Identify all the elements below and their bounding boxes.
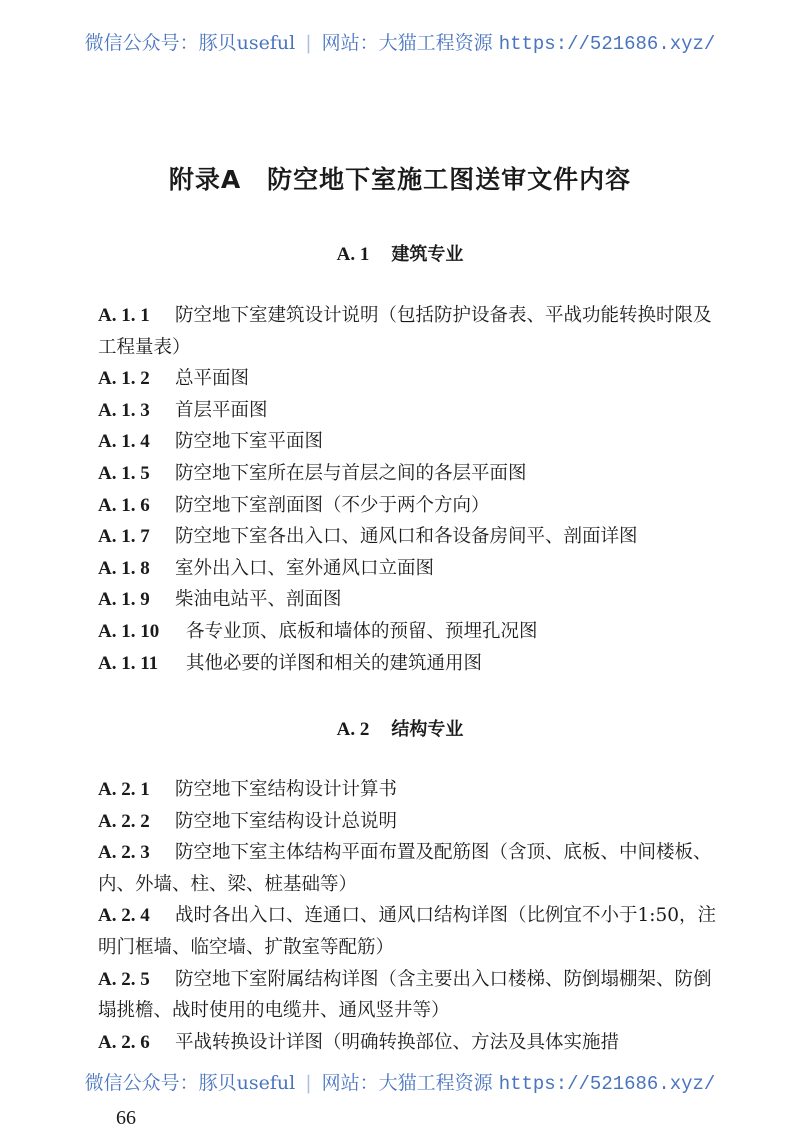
item-text: 防空地下室附属结构详图（含主要出入口楼梯、防倒塌棚架、防倒塌挑檐、战时使用的电缆井、通风竖井等）	[98, 968, 712, 1022]
item-code: A. 1. 2	[98, 368, 150, 390]
list-item	[98, 395, 718, 427]
watermark-bottom	[0, 1068, 800, 1095]
item-code: A. 1. 7	[98, 526, 150, 548]
item-code: A. 2. 2	[98, 810, 150, 832]
item-code: A. 2. 3	[98, 842, 150, 864]
item-text: 各专业顶、底板和墙体的预留、预埋孔况图	[186, 620, 538, 642]
section-list-architecture	[98, 300, 718, 679]
item-text: 防空地下室剖面图（不少于两个方向）	[175, 494, 490, 516]
item-code: A. 1. 1	[98, 305, 150, 326]
item-code: A. 1. 5	[98, 462, 150, 484]
item-code: A. 1. 3	[98, 399, 150, 421]
item-code: A. 2. 1	[98, 779, 150, 800]
section-heading	[0, 715, 800, 741]
section-heading	[0, 240, 800, 266]
section-list-structure	[98, 774, 718, 1058]
list-item	[98, 964, 718, 1027]
list-item	[98, 616, 718, 648]
list-item	[98, 553, 718, 585]
item-text: 防空地下室主体结构平面布置及配筋图（含顶、底板、中间楼板、内、外墙、柱、梁、桩基础等）	[98, 842, 712, 895]
item-text: 其他必要的详图和相关的建筑通用图	[186, 652, 483, 674]
watermark-separator: |	[305, 1072, 312, 1094]
list-item	[98, 806, 718, 838]
watermark-url: https://521686.xyz/	[498, 33, 716, 55]
list-item	[98, 363, 718, 395]
item-code: A. 1. 9	[98, 589, 150, 611]
list-item	[98, 774, 718, 806]
page-number: 66	[116, 1107, 136, 1129]
section-name: 结构专业	[391, 719, 464, 740]
section-number: A. 2	[336, 719, 370, 740]
item-text: 防空地下室所在层与首层之间的各层平面图	[175, 462, 527, 484]
watermark-url: https://521686.xyz/	[498, 1073, 716, 1095]
list-item	[98, 300, 718, 363]
watermark-top	[0, 28, 800, 55]
section-name: 建筑专业	[391, 244, 464, 265]
watermark-site: 网站：大猫工程资源	[321, 1072, 493, 1094]
item-text: 防空地下室结构设计总说明	[175, 810, 398, 832]
list-item	[98, 1027, 718, 1059]
list-item	[98, 521, 718, 553]
watermark-site: 网站：大猫工程资源	[321, 32, 493, 54]
item-text: 平战转换设计详图（明确转换部位、方法及具体实施措	[175, 1031, 620, 1053]
item-text: 防空地下室平面图	[175, 431, 324, 453]
list-item	[98, 837, 718, 900]
item-code: A. 1. 11	[98, 652, 159, 674]
item-text: 防空地下室结构设计计算书	[175, 779, 398, 800]
list-item	[98, 900, 718, 963]
section-number: A. 1	[336, 244, 370, 265]
item-text: 室外出入口、室外通风口立面图	[175, 557, 435, 579]
list-item	[98, 648, 718, 680]
item-code: A. 1. 8	[98, 557, 150, 579]
item-code: A. 2. 5	[98, 968, 150, 990]
item-text: 防空地下室各出入口、通风口和各设备房间平、剖面详图	[175, 526, 638, 548]
item-text: 总平面图	[175, 368, 250, 390]
item-code: A. 1. 10	[98, 620, 160, 642]
item-code: A. 1. 6	[98, 494, 150, 516]
item-text: 柴油电站平、剖面图	[175, 589, 342, 611]
watermark-prefix: 微信公众号：豚贝useful	[84, 1072, 296, 1094]
list-item	[98, 426, 718, 458]
item-text: 防空地下室建筑设计说明（包括防护设备表、平战功能转换时限及工程量表）	[98, 305, 712, 358]
item-code: A. 2. 4	[98, 905, 150, 927]
item-code: A. 2. 6	[98, 1031, 150, 1053]
item-code: A. 1. 4	[98, 431, 150, 453]
item-text: 首层平面图	[175, 399, 268, 421]
watermark-separator: |	[305, 32, 312, 54]
list-item	[98, 584, 718, 616]
list-item	[98, 458, 718, 490]
watermark-prefix: 微信公众号：豚贝useful	[84, 32, 296, 54]
list-item	[98, 490, 718, 522]
page-title: 附录A 防空地下室施工图送审文件内容	[168, 165, 632, 194]
item-text: 战时各出入口、连通口、通风口结构详图（比例宜不小于1:50，注明门框墙、临空墙、扩散室等配筋）	[98, 905, 717, 958]
